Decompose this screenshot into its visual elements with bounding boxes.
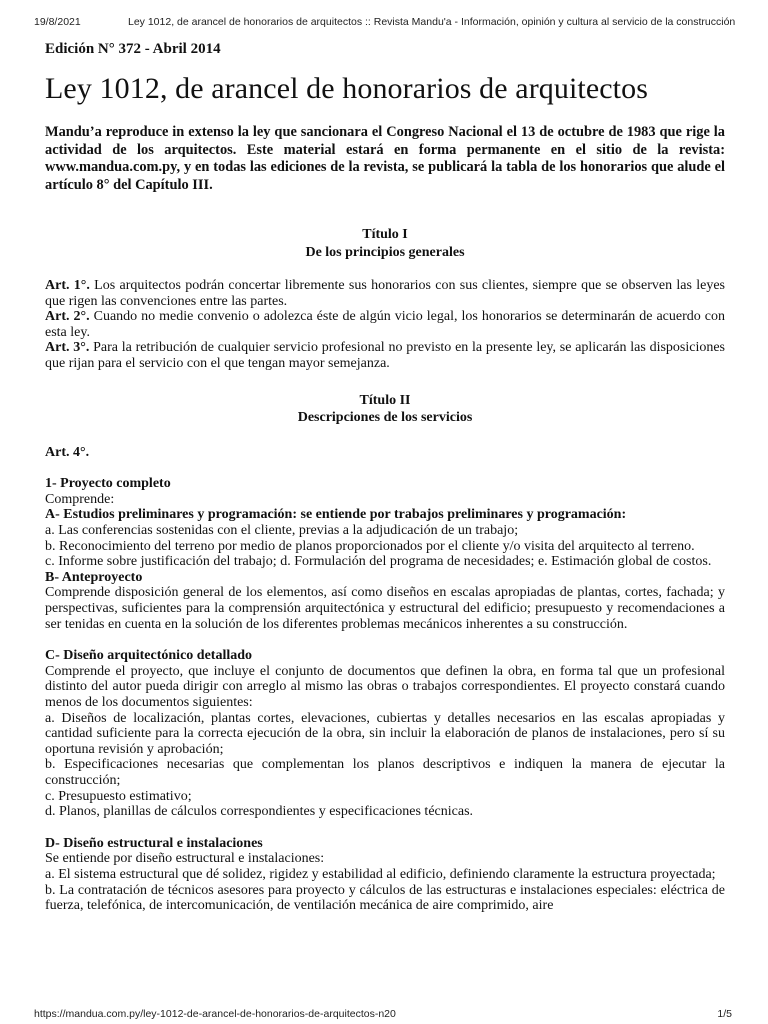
section-c-text: Comprende el proyecto, que incluye el conjunto de documentos que definen la obra, en forma tal que un profesional distinto del autor pueda dirigir con arreglo al mismo las obras o trabajos correspondientes. El proyecto constará cuando menos de los documentos siguientes: bbox=[45, 663, 725, 710]
proyecto-completo-heading: 1- Proyecto completo bbox=[45, 476, 171, 492]
section-d-heading: D- Diseño estructural e instalaciones bbox=[45, 835, 263, 851]
article-2-label: Art. 2°. bbox=[45, 309, 90, 325]
article-intro: Mandu’a reproduce in extenso la ley que sancionara el Congreso Nacional el 13 de octubre de 1983 que rige la actividad de los arquitectos. Este material estará en forma permanente en el sitio de la revista: www.mandua.com.py, y en todas las ediciones de la revista, se publicará la tabla de los honorarios que alude el artículo 8° del Capítulo III. bbox=[45, 124, 725, 193]
article-1-label: Art. 1°. bbox=[45, 278, 90, 294]
titulo-1-subtitle: De los principios generales bbox=[305, 244, 465, 260]
section-c-heading: C- Diseño arquitectónico detallado bbox=[45, 648, 253, 664]
article-1-text: Los arquitectos podrán concertar libremente sus honorarios con sus clientes, siempre que se observen las leyes que rigen las convenciones entre las partes. bbox=[45, 278, 726, 309]
section-c-item: c. Presupuesto estimativo; bbox=[45, 788, 192, 804]
section-a-item: b. Reconocimiento del terreno por medio de planos proporcionados por el cliente y/o visita del arquitecto al terreno. bbox=[45, 538, 695, 554]
comprende-label: Comprende: bbox=[45, 491, 115, 507]
article-title: Ley 1012, de arancel de honorarios de arquitectos bbox=[45, 71, 648, 105]
titulo-2-label: Título II bbox=[359, 392, 411, 408]
section-c-item: d. Planos, planillas de cálculos correspondientes y especificaciones técnicas. bbox=[45, 804, 474, 820]
print-url: https://mandua.com.py/ley-1012-de-arancel-de-honorarios-de-arquitectos-n20 bbox=[34, 1008, 396, 1020]
section-b-text: Comprende disposición general de los elementos, así como diseños en escalas apropiadas de plantas, cortes, fachada; y perspectivas, suficientes para la comprensión arquitectónica y estructural del edificio; presupuesto y recomendaciones a ser tenidas en cuenta en la solución de los diferentes problemas mecánicos inherentes a su construcción. bbox=[45, 585, 725, 632]
print-page-title: Ley 1012, de arancel de honorarios de arquitectos :: Revista Mandu'a - Información, opinión y cultura al servicio de la construcción bbox=[128, 16, 736, 28]
article-2 bbox=[45, 309, 725, 340]
article-1 bbox=[45, 278, 725, 309]
titulo-2-heading bbox=[45, 392, 725, 427]
article-4-label: Art. 4°. bbox=[45, 444, 90, 460]
article-2-text: Cuando no medie convenio o adolezca éste de algún vicio legal, los honorarios se determinarán de acuerdo con esta ley. bbox=[45, 309, 725, 340]
article-3-text: Para la retribución de cualquier servicio profesional no previsto en la presente ley, se aplicarán las disposiciones que rijan para el servicio con el que tengan mayor semejanza. bbox=[45, 340, 726, 372]
print-date: 19/8/2021 bbox=[34, 16, 81, 28]
titulo-1-label: Título I bbox=[362, 227, 408, 243]
article-3 bbox=[45, 340, 725, 371]
section-b-heading: B- Anteproyecto bbox=[45, 569, 143, 585]
section-a-item: c. Informe sobre justificación del trabajo; d. Formulación del programa de necesidades; e. Estimación global de costos. bbox=[45, 554, 712, 570]
section-a-heading: A- Estudios preliminares y programación: se entiende por trabajos preliminares y programación: bbox=[45, 507, 627, 523]
print-header bbox=[0, 0, 768, 34]
titulo-1-heading bbox=[45, 226, 725, 261]
section-d-item: a. El sistema estructural que dé solidez, rigidez y estabilidad al edificio, definiendo claramente la estructura proyectada; bbox=[45, 866, 716, 882]
section-d-item: b. La contratación de técnicos asesores para proyecto y cálculos de las estructuras e instalaciones especiales: eléctrica de fuerza, telefónica, de intercomunicación, de ventilación mecánica de aire comprimido, aire bbox=[45, 882, 725, 914]
titulo-2-subtitle: Descripciones de los servicios bbox=[297, 410, 473, 426]
section-c-item: b. Especificaciones necesarias que complementan los planos descriptivos e indiquen la manera de ejecutar la construcción; bbox=[45, 757, 725, 788]
section-d-text: Se entiende por diseño estructural e instalaciones: bbox=[45, 851, 325, 867]
section-a-item: a. Las conferencias sostenidas con el cliente, previas a la adjudicación de un trabajo; bbox=[45, 523, 519, 539]
section-c-item: a. Diseños de localización, plantas cortes, elevaciones, cubiertas y detalles necesarios en las escalas apropiadas y cantidad suficiente para la correcta ejecución de la obra, sin incluir la elaboración de planos de instalaciones, pero sí su oportuna revisión y aprobación; bbox=[45, 710, 725, 757]
article-3-label: Art. 3°. bbox=[45, 340, 90, 356]
edition-label: Edición N° 372 - Abril 2014 bbox=[45, 41, 221, 57]
print-page-number: 1/5 bbox=[717, 1008, 732, 1020]
article-content bbox=[45, 42, 725, 914]
